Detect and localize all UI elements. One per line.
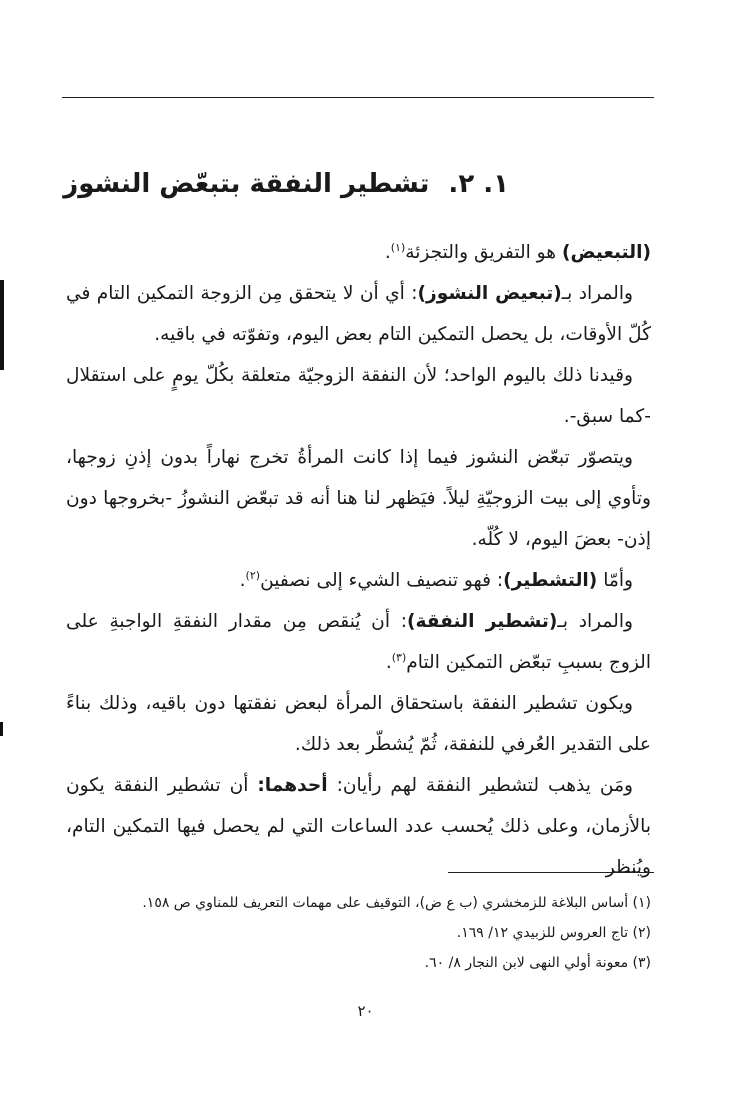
- paragraph-definition-tabeed: [66, 232, 651, 273]
- paragraph-text: وقيدنا ذلك باليوم الواحد؛ لأن النفقة الزوجيّة متعلقة بكُلّ يومٍ على استقلال -كما سبق-.: [66, 365, 651, 427]
- paragraph-example: [66, 437, 651, 560]
- paragraph-prefix: وأمّا: [597, 570, 633, 591]
- paragraph-tashteer-nafaqa: [66, 601, 651, 683]
- binding-shadow-mark: [0, 722, 3, 736]
- footnotes: [66, 888, 651, 978]
- paragraph-tail: .: [384, 242, 391, 263]
- footnote-2: (٢) تاج العروس للزبيدي ١٢/ ١٦٩.: [456, 925, 651, 941]
- footnote-ref-1[interactable]: (١): [390, 240, 406, 254]
- body-text: [66, 232, 651, 888]
- paragraph-definition-tashteer: [66, 560, 651, 601]
- binding-shadow-mark: [0, 280, 4, 370]
- paragraph-text: : أن يُنقص مِن مقدار النفقةِ الواجبةِ على الزوج بسببِ تبعّض التمكين التام: [66, 611, 651, 673]
- footnote-1: (١) أساس البلاغة للزمخشري (ب ع ض)، التوقيف على مهمات التعريف للمناوي ص ١٥٨.: [142, 895, 651, 911]
- term-tabeed: (التبعيض): [562, 242, 651, 263]
- header-rule: [62, 97, 654, 98]
- paragraph-single-day: [66, 355, 651, 437]
- term-first-opinion: أحدهما:: [257, 775, 328, 796]
- paragraph-tail: .: [239, 570, 246, 591]
- paragraph-text: أن تشطير النفقة يكون بالأزمان، وعلى ذلك يُحسب عدد الساعات التي لم يحصل فيها التمكين التام، ويُنظر: [66, 775, 651, 878]
- paragraph-text: : أي أن لا يتحقق مِن الزوجة التمكين التام في كُلّ الأوقات، بل يحصل التمكين التام بعض اليوم، وتفوّته في باقيه.: [66, 283, 651, 345]
- footnote-separator: [448, 872, 654, 873]
- footnote-ref-2[interactable]: (٢): [245, 568, 261, 582]
- paragraph-text: : فهو تنصيف الشيء إلى نصفين: [260, 570, 504, 591]
- page-number: ٢٠: [357, 1002, 374, 1020]
- paragraph-text: ويكون تشطير النفقة باستحقاق المرأة لبعض نفقتها دون باقيه، وذلك بناءً على التقدير العُرفي للنفقة، ثُمّ يُشطّر بعد ذلك.: [66, 693, 651, 755]
- section-heading: [63, 164, 509, 204]
- paragraph-tabeed-nushuz: [66, 273, 651, 355]
- section-title: تشطير النفقة بتبعّض النشوز: [63, 169, 430, 199]
- term-tabeed-nushuz: (تبعيض النشوز): [417, 283, 562, 304]
- paragraph-prefix: ومَن يذهب لتشطير النفقة لهم رأيان:: [327, 775, 634, 796]
- footnote-3: (٣) معونة أولي النهى لابن النجار ٨/ ٦٠.: [424, 955, 651, 971]
- paragraph-text: ويتصوّر تبعّض النشوز فيما إذا كانت المرأةُ تخرج نهاراً بدون إذنِ زوجها، وتأوي إلى بيت الزوجيّةِ ليلاً. فيَظهر لنا هنا أنه قد تبعّض النشوزُ -بخروجها دون إذن- بعضَ اليوم، لا كُلّه.: [66, 447, 651, 550]
- paragraph-opinions: [66, 765, 651, 888]
- footnote-ref-3[interactable]: (٣): [391, 650, 407, 664]
- paragraph-prefix: والمراد بـ: [561, 283, 633, 304]
- term-tashteer-nafaqa: (تشطير النفقة): [406, 611, 558, 632]
- paragraph-mechanism: [66, 683, 651, 765]
- term-tashteer: (التشطير): [503, 570, 598, 591]
- paragraph-text: هو التفريق والتجزئة: [405, 242, 563, 263]
- section-number: ١. ٢.: [448, 169, 509, 199]
- paragraph-tail: .: [385, 652, 392, 673]
- paragraph-prefix: والمراد بـ: [557, 611, 633, 632]
